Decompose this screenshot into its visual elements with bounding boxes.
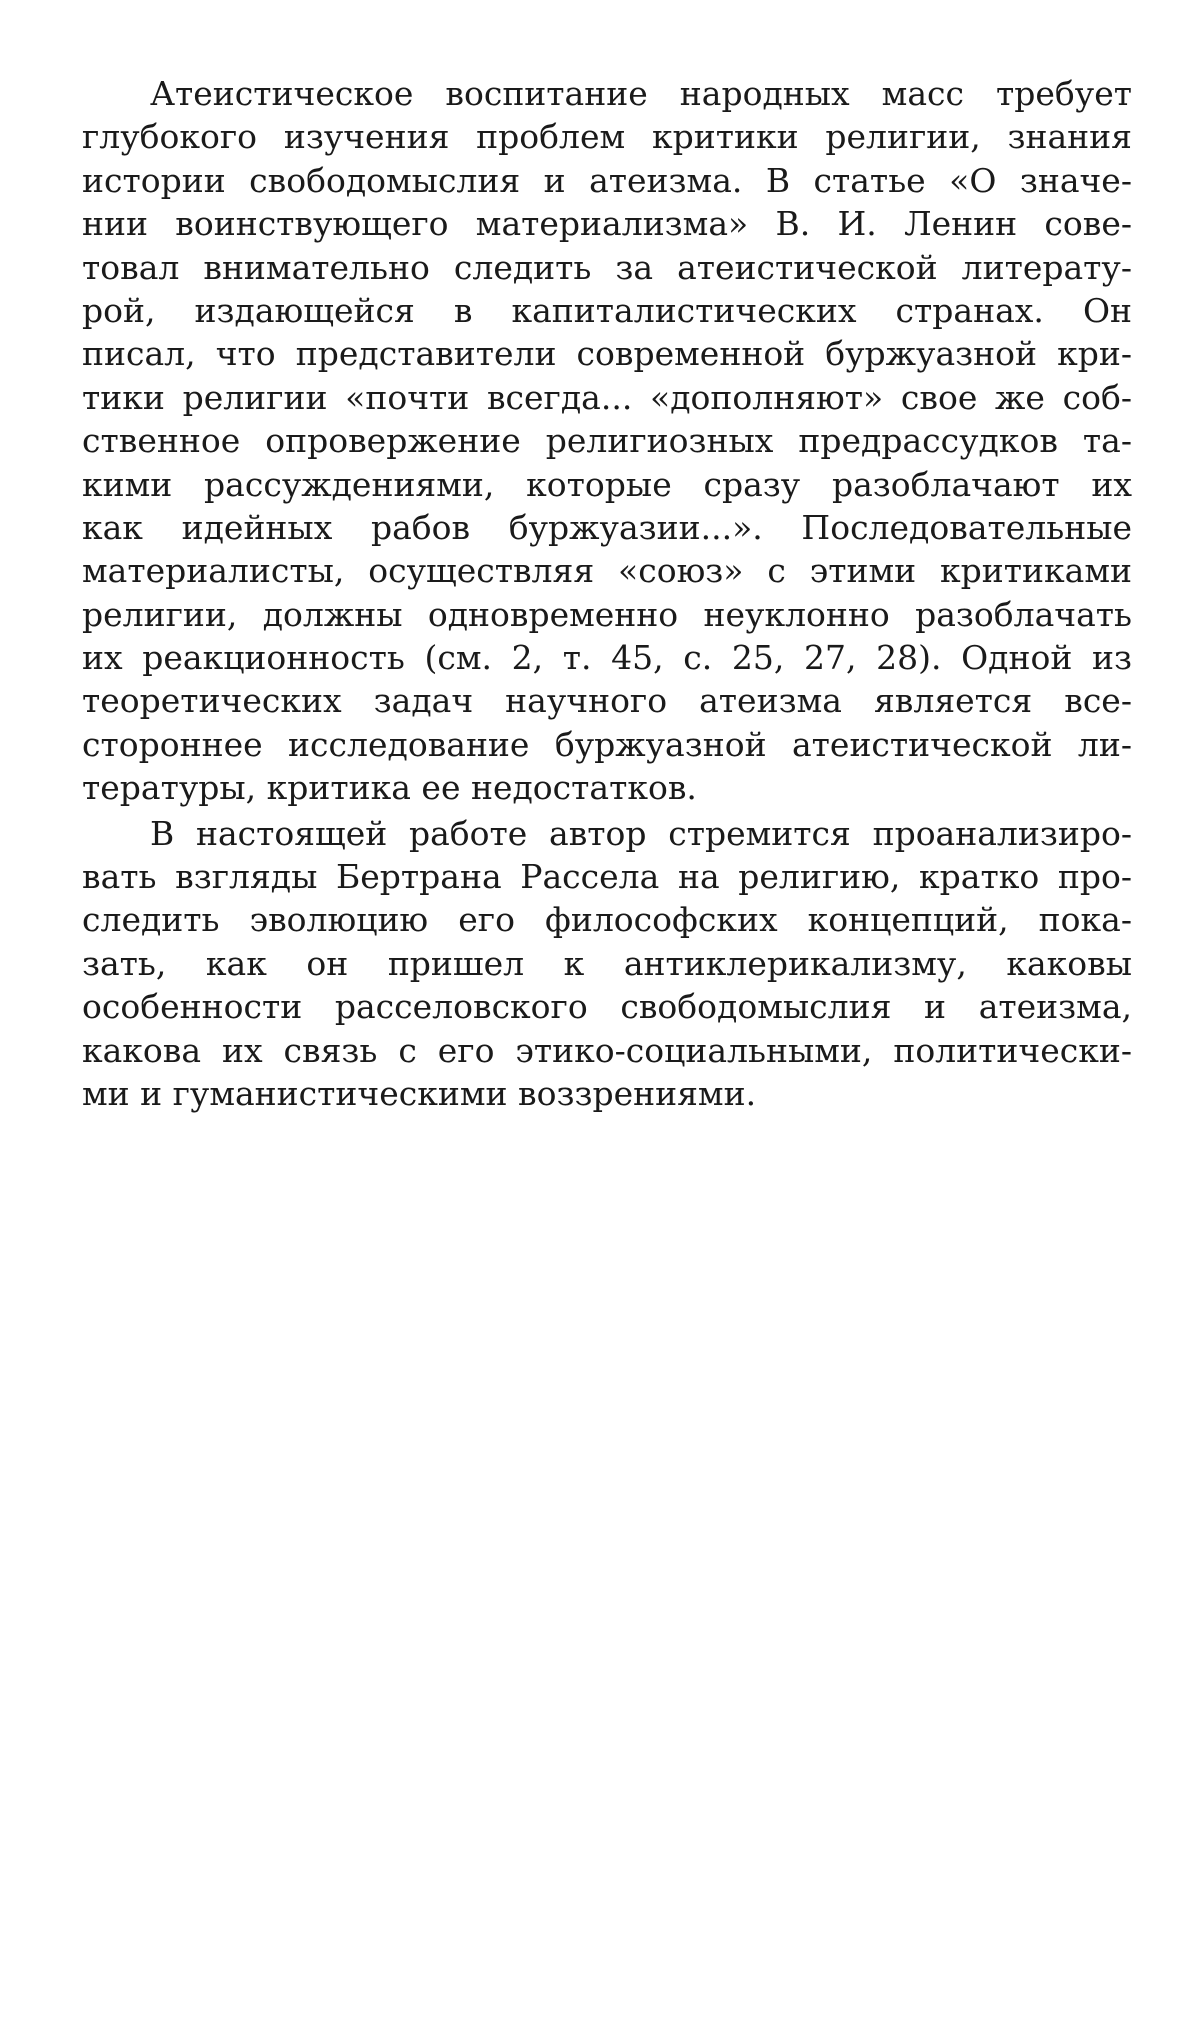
text-line: В настоящей работе автор стремится проанализиро- [150,813,1132,853]
body-text [82,72,1132,1115]
text-line: товал внимательно следить за атеистической литерату- [82,247,1132,287]
text-line: ственное опровержение религиозных предрассудков та- [82,421,1132,461]
text-line: тики религии «почти всегда... «дополняют» свое же соб- [82,377,1132,417]
text-line: как идейных рабов буржуазии...». Последовательные [82,507,1132,547]
text-line: теоретических задач научного атеизма является все- [82,681,1132,721]
paragraph-1 [82,72,1132,810]
text-line: нии воинствующего материализма» В. И. Ленин сове- [82,204,1132,244]
text-line: истории свободомыслия и атеизма. В статье «О значе- [82,160,1132,200]
text-line: ми и гуманистическими воззрениями. [82,1073,757,1113]
text-line: вать взгляды Бертрана Рассела на религию, кратко про- [82,857,1132,897]
text-line: религии, должны одновременно неуклонно разоблачать [82,594,1132,634]
text-line: особенности расселовского свободомыслия и атеизма, [82,987,1132,1027]
text-line: рой, издающейся в капиталистических странах. Он [82,290,1132,330]
text-line: кими рассуждениями, которые сразу разоблачают их [82,464,1132,504]
text-line: тературы, критика ее недостатков. [82,768,697,808]
text-line: стороннее исследование буржуазной атеистической ли- [82,724,1132,764]
text-line: писал, что представители современной буржуазной кри- [82,334,1132,374]
text-line: их реакционность (см. 2, т. 45, с. 25, 27, 28). Одной из [82,638,1132,678]
paragraph-2 [82,812,1132,1116]
text-line: следить эволюцию его философских концепций, пока- [82,900,1132,940]
text-line: какова их связь с его этико-социальными, политически- [82,1030,1132,1070]
text-line: зать, как он пришел к антиклерикализму, каковы [82,943,1132,983]
text-line: материалисты, осуществляя «союз» с этими критиками [82,551,1132,591]
text-line: Атеистическое воспитание народных масс требует [150,74,1132,113]
text-line: глубокого изучения проблем критики религии, знания [82,117,1132,157]
